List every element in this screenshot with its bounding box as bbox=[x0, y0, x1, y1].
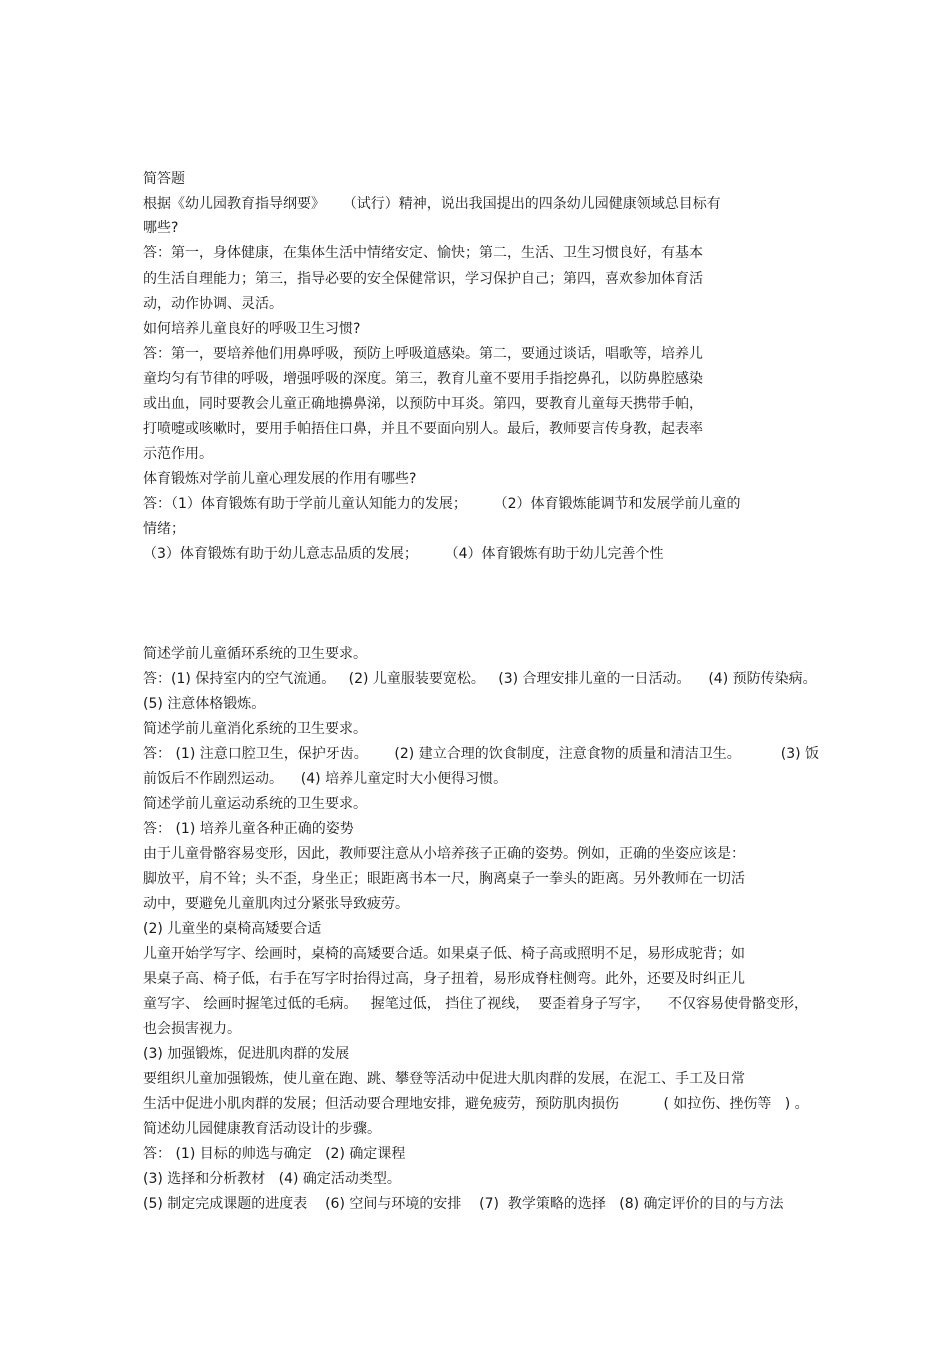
answer-text: 或出血，同时要教会儿童正确地擤鼻涕，以预防中耳炎。第四，要教育儿童每天携带手帕， bbox=[143, 396, 703, 412]
answer-text: 答：第一，身体健康，在集体生活中情绪安定、愉快；第二，生活、卫生习惯良好，有基本 bbox=[143, 245, 703, 261]
answer-text: 由于儿童骨骼容易变形，因此，教师要注意从小培养孩子正确的姿势。例如，正确的坐姿应该是： bbox=[143, 846, 745, 862]
answer-text: 要组织儿童加强锻炼，使儿童在跑、跳、攀登等活动中促进大肌肉群的发展，在泥工、手工及日常 bbox=[143, 1071, 745, 1087]
answer-text: 的生活自理能力；第三，指导必要的安全保健常识，学习保护自己；第四，喜欢参加体育活 bbox=[143, 271, 703, 287]
question-text: 体育锻炼对学前儿童心理发展的作用有哪些? bbox=[143, 471, 417, 487]
question-text: 如何培养儿童良好的呼吸卫生习惯? bbox=[143, 321, 361, 337]
answer-text: 示范作用。 bbox=[143, 446, 213, 462]
answer-text: (3) 加强锻炼，促进肌肉群的发展 bbox=[143, 1046, 350, 1062]
question-text: 根据《幼儿园教育指导纲要》 （试行）精神，说出我国提出的四条幼儿园健康领域总目标有 bbox=[143, 196, 721, 212]
answer-text: 童写字、 绘画时握笔过低的毛病。 握笔过低， 挡住了视线， 要歪着身子写字， 不仅容易使骨骼变形， bbox=[143, 996, 808, 1012]
question-text: 哪些? bbox=[143, 220, 179, 236]
question-text: 简述学前儿童循环系统的卫生要求。 bbox=[143, 646, 367, 662]
answer-text: 情绪； bbox=[143, 521, 185, 537]
answer-text: 动中，要避免儿童肌肉过分紧张导致疲劳。 bbox=[143, 896, 409, 912]
answer-text: 打喷嚏或咳嗽时，要用手帕捂住口鼻，并且不要面向别人。最后，教师要言传身教，起表率 bbox=[143, 421, 703, 437]
answer-text: (2) 儿童坐的桌椅高矮要合适 bbox=[143, 921, 322, 937]
answer-text: (3) 选择和分析教材 (4) 确定活动类型。 bbox=[143, 1171, 401, 1187]
section-heading: 简答题 bbox=[143, 171, 185, 187]
answer-text: 童均匀有节律的呼吸，增强呼吸的深度。第三，教育儿童不要用手指挖鼻孔，以防鼻腔感染 bbox=[143, 371, 703, 387]
answer-text: 答：（1）体育锻炼有助于学前儿童认知能力的发展； （2）体育锻炼能调节和发展学前儿童的 bbox=[143, 496, 741, 512]
answer-text: 前饭后不作剧烈运动。 (4) 培养儿童定时大小便得习惯。 bbox=[143, 771, 508, 787]
answer-text: (5) 制定完成课题的进度表 (6) 空间与环境的安排 (7) 教学策略的选择 (8) 确定评价的目的与方法 bbox=[143, 1196, 784, 1212]
answer-text: 也会损害视力。 bbox=[143, 1021, 241, 1037]
answer-text: 生活中促进小肌肉群的发展；但活动要合理地安排，避免疲劳，预防肌肉损伤 ( 如拉伤、挫伤等 ) 。 bbox=[143, 1096, 809, 1112]
answer-text: (5) 注意体格锻炼。 bbox=[143, 696, 266, 712]
answer-text: 答：第一，要培养他们用鼻呼吸，预防上呼吸道感染。第二，要通过谈话，唱歌等，培养儿 bbox=[143, 346, 703, 362]
answer-text: 儿童开始学写字、绘画时，桌椅的高矮要合适。如果桌子低、椅子高或照明不足，易形成驼背；如 bbox=[143, 946, 745, 962]
answer-text: 果桌子高、椅子低，右手在写字时抬得过高，身子扭着，易形成脊柱侧弯。此外，还要及时纠正儿 bbox=[143, 971, 745, 987]
answer-text: 答： (1) 培养儿童各种正确的姿势 bbox=[143, 821, 354, 837]
question-text: 简述学前儿童消化系统的卫生要求。 bbox=[143, 721, 367, 737]
answer-text: 脚放平，肩不耸；头不歪，身坐正；眼距离书本一尺，胸离桌子一拳头的距离。另外教师在一切活 bbox=[143, 871, 745, 887]
question-text: 简述学前儿童运动系统的卫生要求。 bbox=[143, 796, 367, 812]
question-text: 简述幼儿园健康教育活动设计的步骤。 bbox=[143, 1121, 381, 1137]
answer-text: 答： (1) 目标的帅选与确定 (2) 确定课程 bbox=[143, 1146, 406, 1162]
answer-text: 答：(1) 保持室内的空气流通。 (2) 儿童服装要宽松。 (3) 合理安排儿童的一日活动。 (4) 预防传染病。 bbox=[143, 671, 817, 687]
answer-text: 动，动作协调、灵活。 bbox=[143, 296, 283, 312]
answer-text: 答： (1) 注意口腔卫生，保护牙齿。 (2) 建立合理的饮食制度，注意食物的质量和清洁卫生。 (3) 饭 bbox=[143, 746, 820, 762]
answer-text: （3）体育锻炼有助于幼儿意志品质的发展； （4）体育锻炼有助于幼儿完善个性 bbox=[143, 546, 664, 562]
